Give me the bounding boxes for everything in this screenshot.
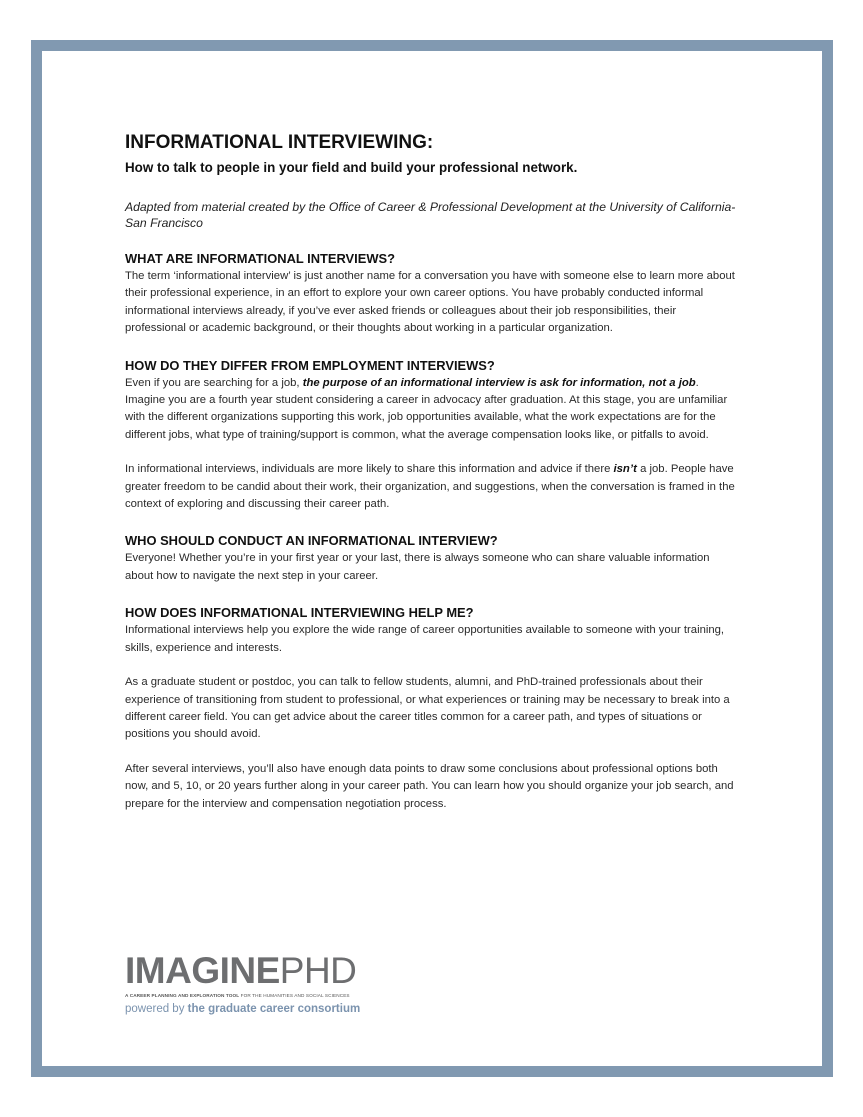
paragraph-text: In informational interviews, individuals are more likely to share this information and advice if there	[125, 463, 614, 476]
paragraph-text: . Imagine you are a fourth year student considering a career in advocacy after graduation. At this stage, you are unfamiliar with the different organizations supporting this work, job opportunities available, what the work expectations are for the different jobs, what type of training/support is common, what the average compensation looks like, or pitfalls to avoid.	[125, 376, 728, 441]
section-paragraph: The term ‘informational interview’ is just another name for a conversation you have with someone else to learn more about their professional experience, in an effort to explore your own career options. You have probably conducted informal informational interviews already, if you’ve ever asked friends or colleagues about their job responsibilities, their professional or academic background, or their thoughts about working in a particular organization.	[125, 270, 735, 335]
emphasis-text: isn’t	[613, 463, 637, 476]
document-subtitle: How to talk to people in your field and build your professional network.	[125, 160, 578, 175]
section-heading: WHO SHOULD CONDUCT AN INFORMATIONAL INTERVIEW?	[125, 533, 498, 549]
section-paragraph: Everyone! Whether you’re in your first year or your last, there is always someone who can share valuable information about how to navigate the next step in your career.	[125, 552, 710, 582]
powered-prefix: powered by	[125, 1003, 188, 1015]
section-paragraph: Informational interviews help you explore the wide range of career opportunities available to someone with your training, skills, experience and interests.	[125, 624, 725, 654]
logo-word-bold: IMAGINE	[125, 950, 280, 991]
section-who-should	[125, 533, 740, 585]
logo-tagline	[125, 993, 385, 999]
section-paragraph	[125, 375, 740, 445]
paragraph-text: a job. People have greater freedom to be candid about their work, their organization, and suggestions, when the conversation is framed in the context of exploring and discussing their career path.	[125, 463, 735, 511]
attribution-note: Adapted from material created by the Office of Career & Professional Development at the University of California-San Francisco	[125, 200, 736, 230]
section-heading: WHAT ARE INFORMATIONAL INTERVIEWS?	[125, 251, 395, 266]
section-heading: HOW DOES INFORMATIONAL INTERVIEWING HELP ME?	[125, 605, 474, 621]
section-how-differ	[125, 358, 740, 514]
document-title: INFORMATIONAL INTERVIEWING:	[125, 132, 434, 153]
logo-tagline-rest: FOR THE HUMANITIES AND SOCIAL SCIENCES	[239, 993, 350, 998]
consortium-name: the graduate career consortium	[187, 1003, 361, 1015]
imaginephd-logo	[125, 952, 385, 1016]
section-paragraph: After several interviews, you’ll also have enough data points to draw some conclusions about professional options both now, and 5, 10, or 20 years further along in your career path. You can learn how you should organize your job search, and prepare for the interview and compensation negotiation process.	[125, 762, 734, 810]
section-paragraph	[125, 461, 740, 513]
section-what-are	[125, 251, 740, 338]
logo-powered-by	[125, 1002, 385, 1016]
logo-word-light: PHD	[279, 950, 357, 991]
paragraph-text: Even if you are searching for a job,	[125, 376, 303, 389]
logo-wordmark	[125, 952, 385, 990]
document-body	[125, 130, 740, 813]
section-how-help	[125, 605, 740, 813]
logo-tagline-bold: A CAREER PLANNING AND EXPLORATION TOOL	[125, 993, 240, 998]
emphasis-text: the purpose of an informational interview is ask for information, not a job	[302, 376, 696, 389]
section-heading: HOW DO THEY DIFFER FROM EMPLOYMENT INTERVIEWS?	[125, 357, 495, 373]
section-paragraph: As a graduate student or postdoc, you can talk to fellow students, alumni, and PhD-trained professionals about their experience of transitioning from student to professional, or what experiences or training may be necessary to break into a different career field. You can get advice about the career titles common for a career path, and types of situations or positions you should avoid.	[125, 676, 730, 741]
